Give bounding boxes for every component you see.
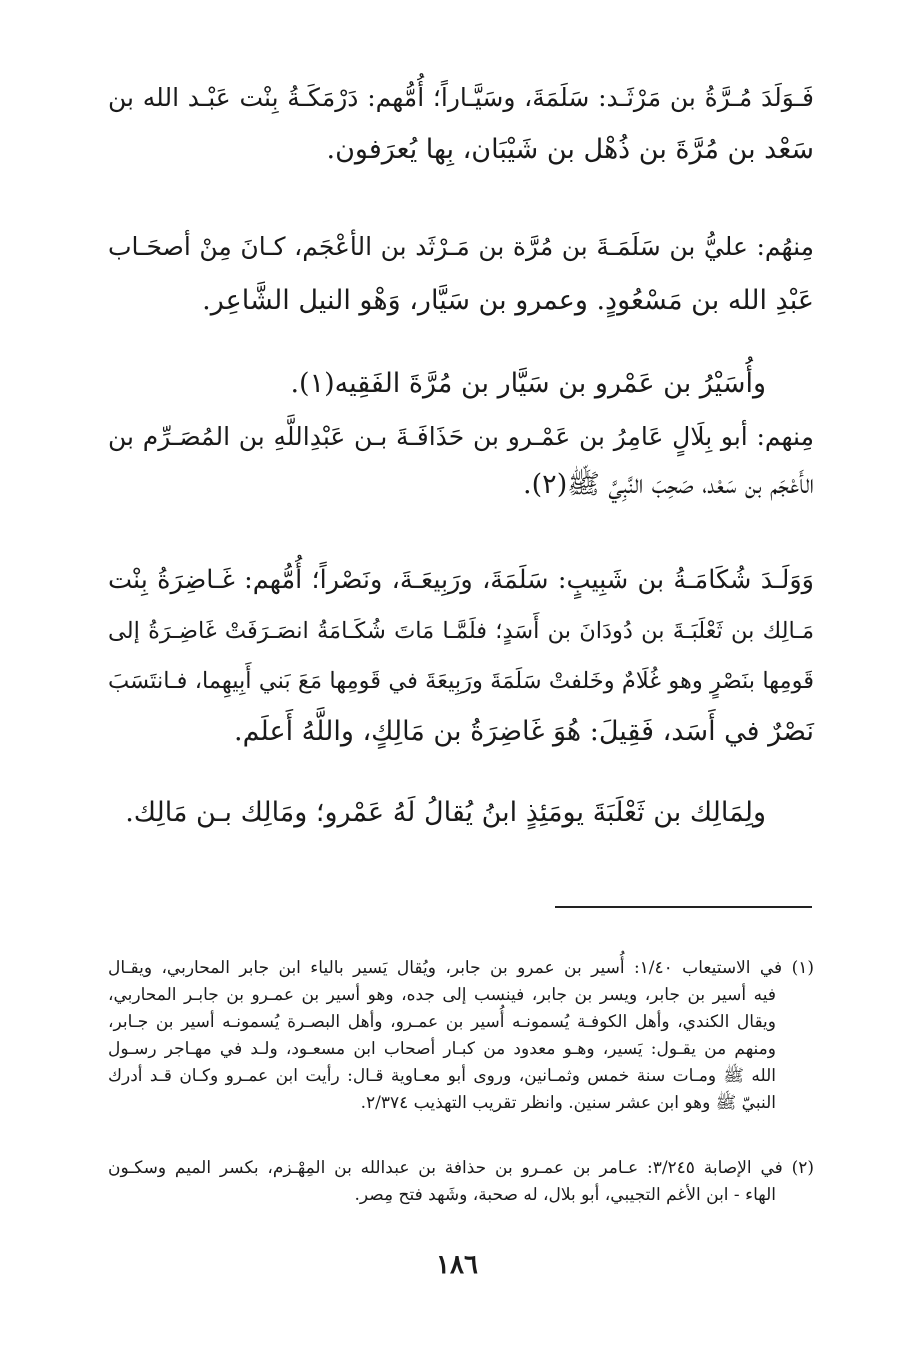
- footnote-1-line-2: فيه أسير بن جابر، ويسر بن جابر، فينسب إلى جده، وهو أسير بن عمـرو بن جابـر المحاربي،: [108, 985, 776, 1005]
- footnote-2-line-1: (٢) في الإصابة ٣/٢٤٥: عـامر بن عمـرو بن حذافة بن عبدالله بن المِهْـزم، بكسر الميم وسكـون: [108, 1158, 814, 1178]
- page-number: ١٨٦: [436, 1250, 478, 1280]
- paragraph-3-line-1: وأُسَيْرُ بن عَمْرو بن سَيَّار بن مُرَّةَ الفَقِيه(١).: [290, 368, 766, 399]
- paragraph-5-line-2: مَـالِك بن ثَعْلَبَـةَ بن دُودَانَ بن أَسَدٍ؛ فلَمَّـا مَاتَ شُكَـامَةُ انصَـرَفَتْ غَاضِـرَةُ إلى: [108, 618, 814, 644]
- footnote-1-line-1: (١) في الاستيعاب ١/٤٠: أُسير بن عمرو بن جابر، ويُقال يَسير بالياء ابن جابر المحاربي، ويقـال: [108, 958, 814, 978]
- paragraph-4-line-2: الأَعْجَم بن سَعْد، صَحِبَ النَّبِيَّ ﷺ(٢).: [523, 469, 814, 500]
- footnote-1-line-3: ويقال الكندي، وأهل الكوفـة يُسمونـه أُسير بن عمـرو، وأهل البصـرة يُسمونـه أسير بن جـابر،: [108, 1012, 776, 1032]
- paragraph-1-line-1: فَـوَلَدَ مُـرَّةُ بن مَرْثَـد: سَلَمَةَ، وسَيَّـاراً؛ أُمُّهم: دَرْمَكَـةُ بِنْت عَبْـد الله بن: [108, 83, 814, 112]
- footnote-2-line-2: الهاء - ابن الأغم التجيبي، أبو بلال، له صحبة، وشَهد فتح مِصر.: [354, 1185, 776, 1205]
- paragraph-5-line-1: وَوَلَـدَ شُكَامَـةُ بن شَبِيبٍ: سَلَمَةَ، ورَبِيعَـةَ، ونَصْراً؛ أُمُّهم: غَـاضِرَةُ بِنْت: [108, 565, 814, 595]
- paragraph-2-line-2: عَبْدِ الله بن مَسْعُودٍ. وعمرو بن سَيَّار، وَهْو النيل الشَّاعِر.: [202, 285, 814, 316]
- footnote-separator: [555, 906, 812, 908]
- paragraph-6-line-1: ولِمَالِك بن ثَعْلَبَةَ يومَئِذٍ ابنُ يُقالُ لَهُ عَمْرو؛ ومَالِك بـن مَالِك.: [125, 797, 766, 828]
- paragraph-5-line-3: قَومِها بنَصْرٍ وهو غُلَامٌ وخَلفتْ سَلَمَةَ ورَبِيعَةَ في قَومِها مَعَ بَني أَبِيهِما، فـانتَسَبَ: [108, 668, 814, 694]
- paragraph-2-line-1: مِنهُم: عليُّ بن سَلَمَـةَ بن مُرَّة بن مَـرْثَد بن الأعْجَم، كـانَ مِنْ أصحَـاب: [108, 232, 814, 261]
- paragraph-5-line-4: نَصْرٌ في أَسَد، فَقِيلَ: هُوَ غَاضِرَةُ بن مَالِكٍ، واللَّهُ أَعلَم.: [234, 716, 814, 747]
- paragraph-1-line-2: سَعْد بن مُرَّةَ بن ذُهْل بن شَيْبَان، بِها يُعرَفون.: [326, 134, 814, 165]
- paragraph-4-line-1: مِنهم: أبو بِلَالٍ عَامِرُ بن عَمْـرو بن حَذَافَـةَ بـن عَبْدِاللَّهِ بن المُصَـرِّم بن: [108, 422, 814, 451]
- footnote-1-line-5: الله ﷺ ومـات سنة خمس وثمـانين، وروى أبو معـاوية قـال: رأيت ابن عمـرو وكـان قـد أدرك: [108, 1066, 776, 1086]
- footnote-1-line-4: ومنهم من يقـول: يَسير، وهـو معدود من كبـار أصحاب ابن مسعـود، ولـد في مهـاجر رسـول: [108, 1039, 776, 1059]
- footnote-1-line-6: النبيّ ﷺ وهو ابن عشر سنين. وانظر تقريب التهذيب ٢/٣٧٤.: [360, 1093, 776, 1113]
